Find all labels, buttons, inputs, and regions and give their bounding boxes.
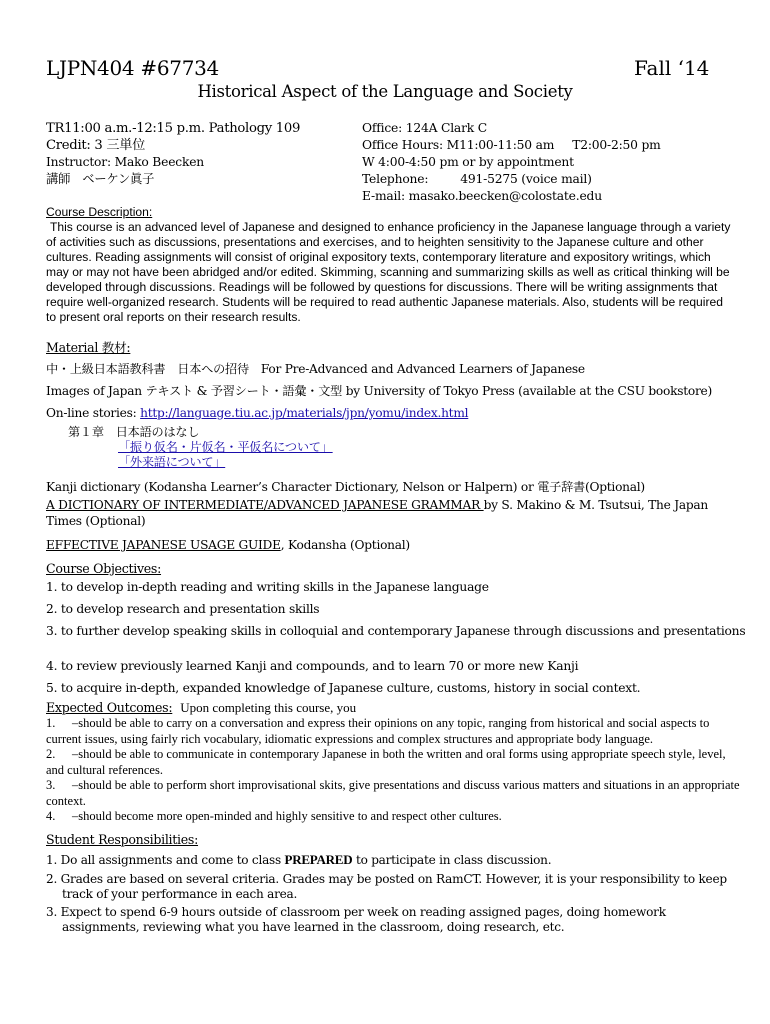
outcome-text: –should be able to carry on a conversation and express their opinions on any topic, ranging from historical and social aspects to current issues, using fairly rich vocabulary, idiomatic expressions and complex structures and appropriate body language. — [46, 716, 710, 746]
online-stories-label: On-line stories: — [46, 406, 137, 420]
objectives-heading: Course Objectives: — [46, 561, 162, 576]
objective-item: 3. to further develop speaking skills in colloquial and contemporary Japanese through discussions and presentations — [46, 624, 746, 638]
grammar-dictionary — [46, 497, 746, 513]
online-stories — [46, 402, 746, 424]
grammar-dictionary-title: A DICTIONARY OF INTERMEDIATE/ADVANCED JAPANESE GRAMMAR — [46, 498, 484, 512]
outcome-number: 4. — [46, 809, 56, 823]
outcomes-lead: Upon completing this course, you — [180, 700, 357, 715]
usage-guide-publisher: , Kodansha (Optional) — [280, 538, 410, 552]
description-body: This course is an advanced level of Japanese and designed to enhance proficiency in the Japanese language through a variety of activities such as discussions, presentations and exercises, and to heighten sensitivity to the Japanese culture and other cultures. Reading assignments will consist of original expository texts, contemporary literature and expository writings, which may or may not have been abridged and/or edited. Skimming, scanning and summarizing skills as well as critical thinking will be developed through discussions. Readings will be followed by questions for discussions. There will be writing assignments that require well-organized research. Students will be required to read authentic Japanese materials. Also, students will be required to present oral reports on their research results. — [46, 220, 731, 324]
telephone-number: 491-5275 (voice mail) — [460, 172, 592, 186]
outcome-number: 3. — [46, 778, 56, 792]
course-title: Historical Aspect of the Language and Society — [197, 82, 573, 101]
term-label: Fall ‘14 — [634, 56, 710, 80]
office-hours-tuesday: T2:00-2:50 pm — [572, 138, 661, 152]
gairaigo-link[interactable]: 「外来語について」 — [118, 455, 226, 469]
textbook-line: 中・上級日本語教科書 日本への招待 For Pre-Advanced and Advanced Learners of Japanese — [46, 362, 585, 376]
usage-guide — [46, 535, 746, 555]
objective-item: 1. to develop in-depth reading and writing skills in the Japanese language — [46, 580, 489, 594]
outcome-text: –should become more open-minded and highly sensitive to and respect other cultures. — [72, 809, 502, 823]
responsibilities-section — [46, 830, 746, 935]
responsibility-item — [46, 850, 746, 872]
responsibility-1-start: 1. Do all assignments and come to class — [46, 853, 285, 867]
outcomes-header — [46, 700, 746, 716]
course-info-right — [362, 120, 762, 205]
outcome-item — [46, 716, 746, 747]
description-heading: Course Description: — [46, 205, 153, 219]
chapter-link-gairaigo — [46, 455, 746, 477]
responsibilities-heading: Student Responsibilities: — [46, 832, 199, 847]
schedule: TR11:00 a.m.-12:15 p.m. Pathology 109 — [46, 121, 301, 136]
usage-guide-title: EFFECTIVE JAPANESE USAGE GUIDE — [46, 538, 281, 552]
images-of-japan-line: Images of Japan テキスト & 予習シート・語彙・文型 by University of Tokyo Press (available at the CSU bookstore) — [46, 384, 712, 398]
chapter-1: 第１章 日本語のはなし — [68, 425, 200, 439]
chapter-link-furigana — [46, 440, 746, 455]
grammar-dictionary-authors: by S. Makino & M. Tsutsui, The Japan — [483, 498, 709, 512]
instructor-japanese: 講師 ベーケン眞子 — [46, 172, 155, 186]
office-hours-wednesday: W 4:00-4:50 pm or by appointment — [362, 155, 574, 169]
outcome-number: 2. — [46, 747, 56, 761]
responsibility-1-end: to participate in class discussion. — [352, 853, 552, 867]
material-section — [46, 338, 746, 555]
outcome-item — [46, 778, 746, 809]
office-hours-monday: Office Hours: M11:00-11:50 am — [362, 138, 555, 152]
course-info-left — [46, 120, 356, 188]
telephone — [362, 171, 762, 188]
course-code: LJPN404 #67734 — [46, 56, 219, 80]
objective-item: 5. to acquire in-depth, expanded knowledge of Japanese culture, customs, history in social context. — [46, 681, 641, 695]
online-stories-link[interactable]: http://language.tiu.ac.jp/materials/jpn/yomu/index.html — [140, 406, 469, 420]
prepared-emphasis: PREPARED — [284, 852, 353, 867]
telephone-label: Telephone: — [362, 172, 429, 186]
course-description — [46, 205, 736, 325]
outcome-item — [46, 747, 746, 778]
objective-item: 4. to review previously learned Kanji and compounds, and to learn 70 or more new Kanji — [46, 659, 579, 673]
responsibility-item: 3. Expect to spend 6-9 hours outside of classroom per week on reading assigned pages, doing homework assignments, reviewing what you have learned in the classroom, doing research, etc. — [46, 905, 666, 934]
material-heading: Material 教材: — [46, 340, 131, 355]
outcomes-section — [46, 700, 746, 825]
outcome-text: –should be able to communicate in contemporary Japanese in both the written and oral forms using appropriate speech style, level, and cultural references. — [46, 747, 726, 777]
responsibility-item: 2. Grades are based on several criteria. Grades may be posted on RamCT. However, it is your responsibility to keep track of your performance in each area. — [46, 872, 727, 901]
outcome-item — [46, 809, 746, 825]
kanji-dictionary: Kanji dictionary (Kodansha Learner’s Character Dictionary, Nelson or Halpern) or 電子辞書(Optional) — [46, 480, 645, 494]
outcomes-heading: Expected Outcomes: — [46, 700, 173, 715]
furigana-link[interactable]: 「振り仮名・片仮名・平仮名について」 — [118, 440, 333, 454]
email: E-mail: masako.beecken@colostate.edu — [362, 189, 602, 203]
office: Office: 124A Clark C — [362, 121, 487, 135]
office-hours — [362, 137, 762, 154]
credit: Credit: 3 三単位 — [46, 138, 146, 153]
outcome-text: –should be able to perform short improvisational skits, give presentations and discuss various matters and situations in an appropriate context. — [46, 778, 740, 808]
outcome-number: 1. — [46, 716, 56, 730]
objective-item: 2. to develop research and presentation skills — [46, 602, 320, 616]
grammar-dictionary-publisher: Times (Optional) — [46, 514, 146, 528]
objectives-section — [46, 558, 746, 701]
instructor: Instructor: Mako Beecken — [46, 155, 205, 169]
